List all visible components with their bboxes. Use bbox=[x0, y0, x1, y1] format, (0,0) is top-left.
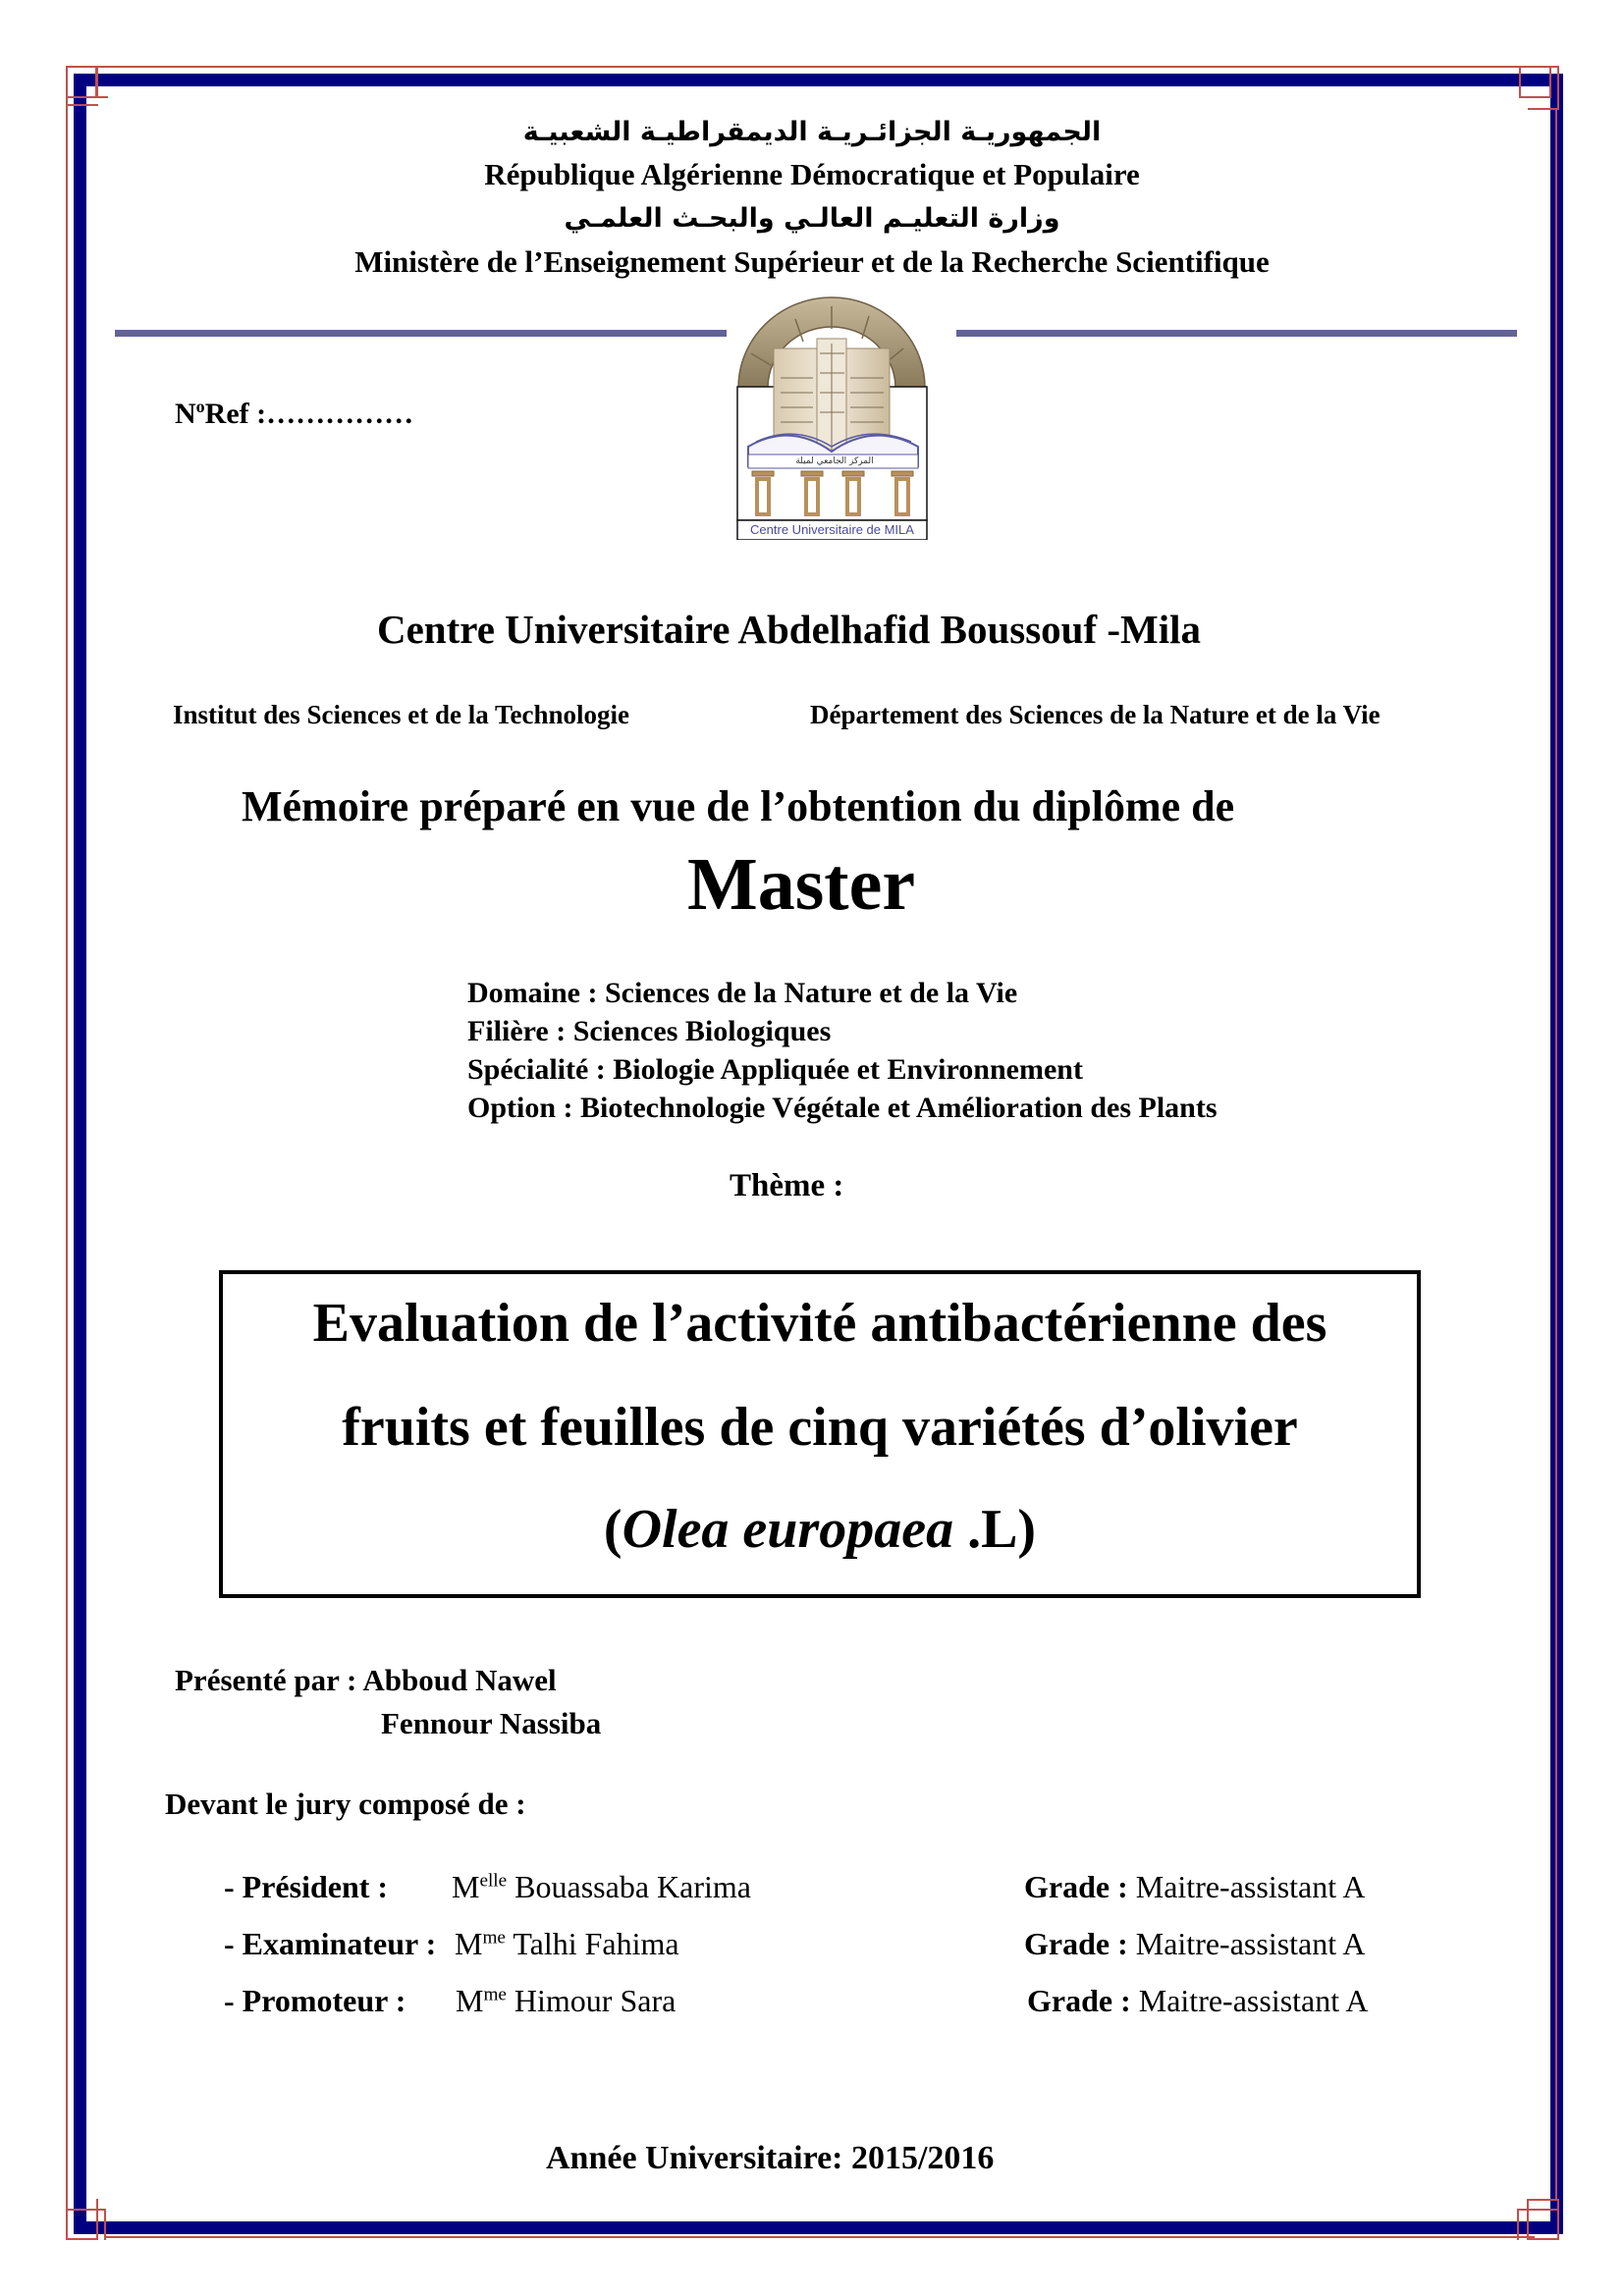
jury-title: M bbox=[455, 1926, 483, 1961]
jury-name: Bouassaba Karima bbox=[507, 1869, 751, 1904]
institute-name: Institut des Sciences et de la Technologie bbox=[173, 700, 630, 729]
separator-right bbox=[956, 330, 1517, 337]
jury-grade-president bbox=[1024, 1869, 1365, 1905]
grade-label: Grade : bbox=[1027, 1983, 1139, 2018]
grade-label: Grade : bbox=[1024, 1926, 1136, 1961]
jury-title-sup: me bbox=[483, 1984, 507, 2005]
grade-label: Grade : bbox=[1024, 1869, 1136, 1904]
jury-grade-examinateur bbox=[1024, 1926, 1365, 1962]
theme-line-2: fruits et feuilles de cinq variétés d’olivier bbox=[342, 1397, 1298, 1458]
logo-emblem bbox=[727, 294, 962, 540]
grade-value: Maitre-assistant A bbox=[1135, 1926, 1366, 1961]
corner-square bbox=[1517, 2209, 1559, 2240]
republic-arabic: الجمهوريـة الجزائـريـة الديمقراطيـة الشعبيـة bbox=[522, 117, 1102, 147]
jury-member-president bbox=[224, 1869, 751, 1905]
frame-red-right bbox=[1555, 108, 1559, 2199]
corner-square bbox=[66, 72, 98, 106]
reference-label: Ref :…………… bbox=[204, 398, 414, 430]
jury-role: - Président : bbox=[224, 1869, 389, 1904]
frame-red-bottom bbox=[105, 2236, 1535, 2240]
university-logo bbox=[727, 294, 962, 540]
jury-person bbox=[455, 1926, 679, 1962]
department-name: Département des Sciences de la Nature et de la Vie bbox=[810, 700, 1380, 729]
reference-prefix: N bbox=[175, 398, 196, 430]
corner-square bbox=[66, 2209, 106, 2240]
jury-name: Himour Sara bbox=[506, 1983, 677, 2018]
theme-label: Thème : bbox=[730, 1168, 844, 1203]
degree-title: Master bbox=[687, 843, 916, 926]
reference-sup: o bbox=[195, 397, 205, 416]
program-filiere: Filière : Sciences Biologiques bbox=[467, 1015, 832, 1047]
separator-left bbox=[115, 330, 727, 337]
frame-red-top bbox=[107, 66, 1528, 98]
jury-title-sup: me bbox=[482, 1927, 506, 1949]
corner-square bbox=[95, 66, 108, 98]
program-option: Option : Biotechnologie Végétale et Amélioration des Plants bbox=[467, 1092, 1218, 1124]
theme-line-3 bbox=[223, 1498, 1417, 1561]
frame-left-bar bbox=[74, 74, 86, 2234]
jury-member-examinateur bbox=[224, 1926, 679, 1962]
logo-caption: Centre Universitaire de MILA bbox=[750, 522, 914, 537]
ministry-french: Ministère de l’Enseignement Supérieur et de la Recherche Scientifique bbox=[354, 244, 1270, 279]
jury-role: - Promoteur : bbox=[224, 1983, 406, 2018]
memoire-intro: Mémoire préparé en vue de l’obtention du diplôme de bbox=[242, 782, 1235, 830]
grade-value: Maitre-assistant A bbox=[1138, 1983, 1369, 2018]
reference-number bbox=[175, 398, 413, 431]
jury-grade-promoteur bbox=[1027, 1983, 1368, 2019]
institution-name: Centre Universitaire Abdelhafid Boussouf -Mila bbox=[377, 607, 1201, 652]
frame-bottom-bar bbox=[74, 2221, 1563, 2234]
jury-title-sup: elle bbox=[479, 1870, 508, 1892]
program-specialite: Spécialité : Biologie Appliquée et Environnement bbox=[467, 1053, 1083, 1086]
jury-intro: Devant le jury composé de : bbox=[165, 1787, 526, 1821]
jury-name: Talhi Fahima bbox=[505, 1926, 679, 1961]
jury-member-promoteur bbox=[224, 1983, 677, 2019]
logo-arabic-banner: المركز الجامعي لميلة bbox=[795, 456, 874, 466]
republic-french: République Algérienne Démocratique et Populaire bbox=[484, 157, 1140, 191]
species-name: Olea europaea bbox=[622, 1499, 954, 1560]
theme-line-1: Evaluation de l’activité antibactérienne des bbox=[312, 1293, 1327, 1354]
jury-title: M bbox=[456, 1983, 484, 2018]
author-1: Abboud Nawel bbox=[362, 1663, 557, 1697]
presented-label: Présenté par : bbox=[175, 1663, 363, 1697]
academic-year: Année Universitaire: 2015/2016 bbox=[546, 2140, 995, 2176]
jury-title: M bbox=[452, 1869, 480, 1904]
theme-authority: .L) bbox=[953, 1499, 1037, 1560]
program-domaine: Domaine : Sciences de la Nature et de la Vie bbox=[467, 977, 1018, 1009]
grade-value: Maitre-assistant A bbox=[1135, 1869, 1366, 1904]
ministry-arabic: وزارة التعليـم العالـي والبحـث العلمـي bbox=[564, 203, 1060, 234]
jury-person bbox=[456, 1983, 676, 2019]
corner-square bbox=[1528, 66, 1559, 110]
jury-person bbox=[452, 1869, 751, 1905]
jury-role: - Examinateur : bbox=[224, 1926, 437, 1961]
author-2: Fennour Nassiba bbox=[381, 1706, 602, 1740]
theme-paren-open: ( bbox=[603, 1499, 623, 1560]
frame-red-left bbox=[66, 105, 70, 2209]
presented-by bbox=[175, 1663, 557, 1698]
theme-box bbox=[219, 1270, 1421, 1598]
